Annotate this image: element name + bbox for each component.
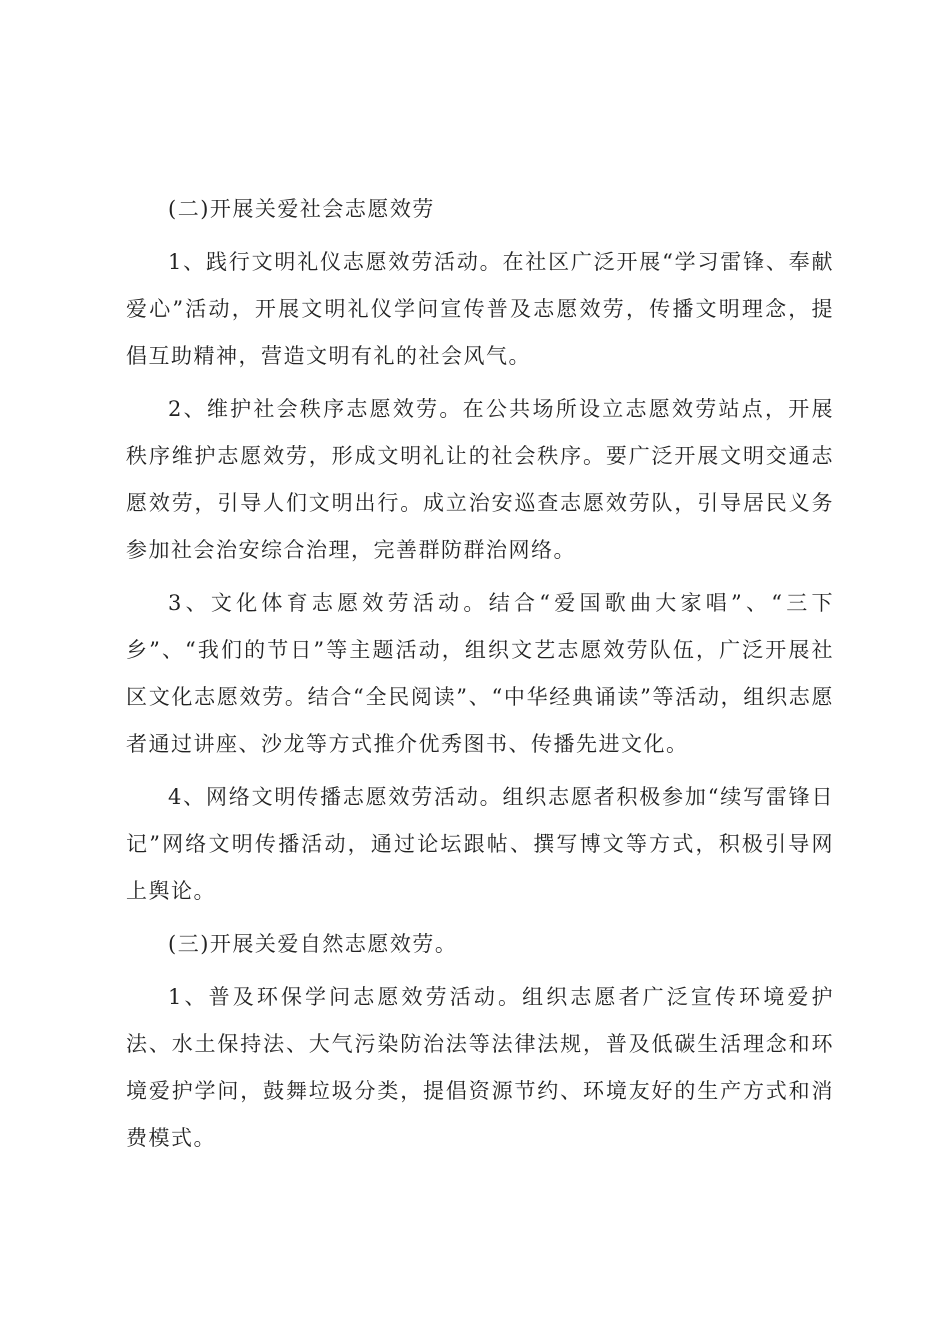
document-body [126,186,834,1162]
section-2-item-1: 1、践行文明礼仪志愿效劳活动。在社区广泛开展“学习雷锋、奉献爱心”活动，开展文明礼仪学问宣传普及志愿效劳，传播文明理念，提倡互助精神，营造文明有礼的社会风气。 [126,250,834,368]
section-2-item-2: 2、维护社会秩序志愿效劳。在公共场所设立志愿效劳站点，开展秩序维护志愿效劳，形成文明礼让的社会秩序。要广泛开展文明交通志愿效劳，引导人们文明出行。成立治安巡查志愿效劳队，引导居民义务参加社会治安综合治理，完善群防群治网络。 [126,397,834,562]
section-2-item-3: 3、文化体育志愿效劳活动。结合“爱国歌曲大家唱”、“三下乡”、“我们的节日”等主题活动，组织文艺志愿效劳队伍，广泛开展社区文化志愿效劳。结合“全民阅读”、“中华经典诵读”等活动，组织志愿者通过讲座、沙龙等方式推介优秀图书、传播先进文化。 [126,591,834,756]
section-2-item-4: 4、网络文明传播志愿效劳活动。组织志愿者积极参加“续写雷锋日记”网络文明传播活动，通过论坛跟帖、撰写博文等方式，积极引导网上舆论。 [126,785,834,903]
section-3-item-1: 1、普及环保学问志愿效劳活动。组织志愿者广泛宣传环境爱护法、水土保持法、大气污染防治法等法律法规，普及低碳生活理念和环境爱护学问，鼓舞垃圾分类，提倡资源节约、环境友好的生产方式和消费模式。 [126,985,834,1150]
section-3-heading: (三)开展关爱自然志愿效劳。 [168,932,458,956]
section-2-heading: (二)开展关爱社会志愿效劳 [168,197,435,221]
